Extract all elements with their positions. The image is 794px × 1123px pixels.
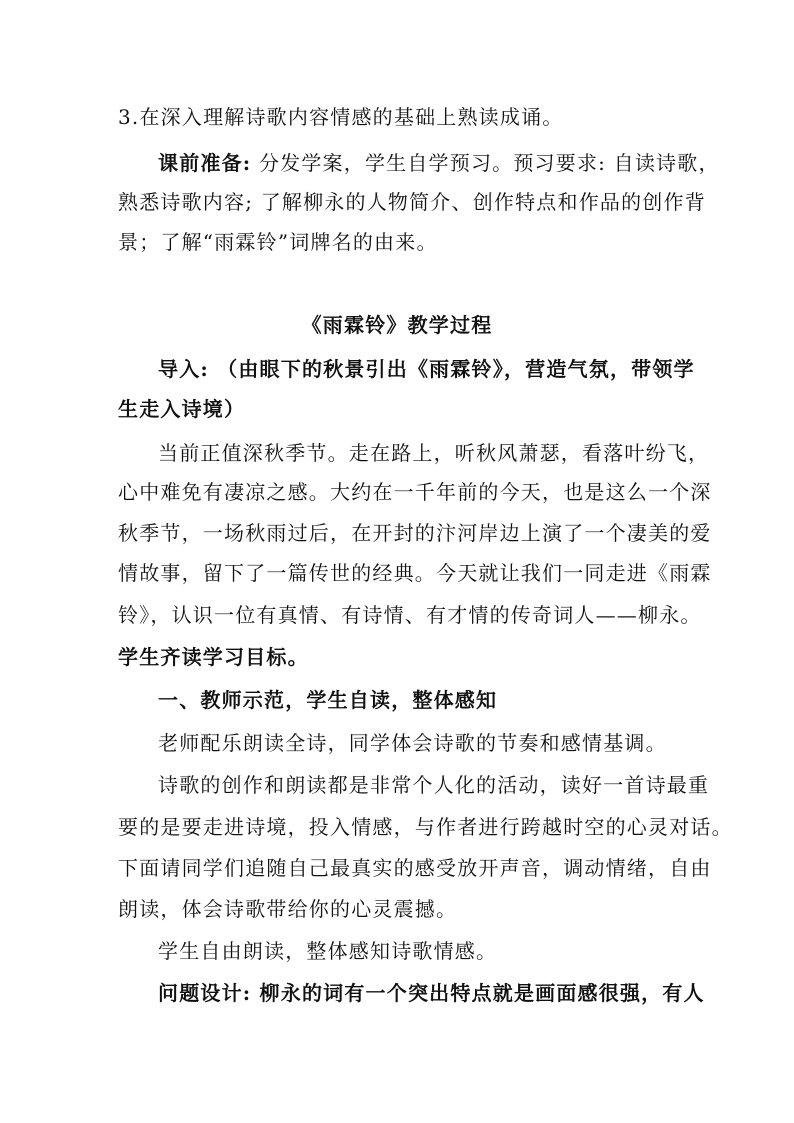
intro-line-1: [158, 352, 718, 387]
section-heading: 《雨霖铃》教学过程: [301, 313, 493, 337]
prep-line-1: [158, 146, 718, 181]
question-line: [158, 976, 718, 1011]
prep-label: 课前准备:: [158, 151, 252, 175]
prep-text: 分发学案，学生自学预习。预习要求: 自读诗歌，: [251, 151, 720, 175]
poetry-para-line-2: 要的是要走进诗境，投入情感，与作者进行跨越时空的心灵对话。: [118, 815, 733, 839]
intro-line-2: 生走入诗境）: [118, 397, 246, 421]
student-reading: 学生自由朗读，整体感知诗歌情感。: [158, 939, 498, 963]
prep-line-2: 熟悉诗歌内容; 了解柳永的人物简介、创作特点和作品的创作背: [118, 190, 706, 214]
intro-para-line-4: 情故事，留下了一篇传世的经典。今天就让我们一同走进《雨霖: [118, 561, 712, 585]
prep-line-3: 景；了解“雨霖铃”词牌名的由来。: [118, 230, 438, 254]
teacher-reading: 老师配乐朗读全诗，同学体会诗歌的节奏和感情基调。: [158, 731, 667, 755]
poetry-para-line-3: 下面请同学们追随自己最真实的感受放开声音，调动情绪，自由: [118, 856, 712, 880]
question-label: 问题设计:: [158, 981, 252, 1005]
poetry-para-line-4: 朗读，体会诗歌带给你的心灵震撼。: [118, 897, 458, 921]
intro-label: 导入:: [158, 357, 209, 381]
poetry-para-line-1: 诗歌的创作和朗读都是非常个人化的活动，读好一首诗最重: [158, 773, 710, 797]
read-objectives: 学生齐读学习目标。: [118, 645, 309, 669]
section-1-heading: 一、教师示范，学生自读，整体感知: [158, 688, 498, 712]
intro-text: （由眼下的秋景引出《雨霖铃》，营造气氛，带领学: [208, 357, 695, 381]
intro-para-line-2: 心中难免有凄凉之感。大约在一千年前的今天，也是这么一个深: [118, 480, 712, 504]
intro-para-line-1: 当前正值深秋季节。走在路上，听秋风萧瑟，看落叶纷飞，: [158, 441, 710, 465]
question-text: 柳永的词有一个突出特点就是画面感很强，有人: [251, 981, 705, 1005]
objective-3: 3.在深入理解诗歌内容情感的基础上熟读成诵。: [118, 105, 564, 129]
intro-para-line-5: 铃》，认识一位有真情、有诗情、有才情的传奇词人——柳永。: [118, 603, 702, 627]
intro-para-line-3: 秋季节，一场秋雨过后，在开封的汴河岸边上演了一个凄美的爱: [118, 521, 712, 545]
